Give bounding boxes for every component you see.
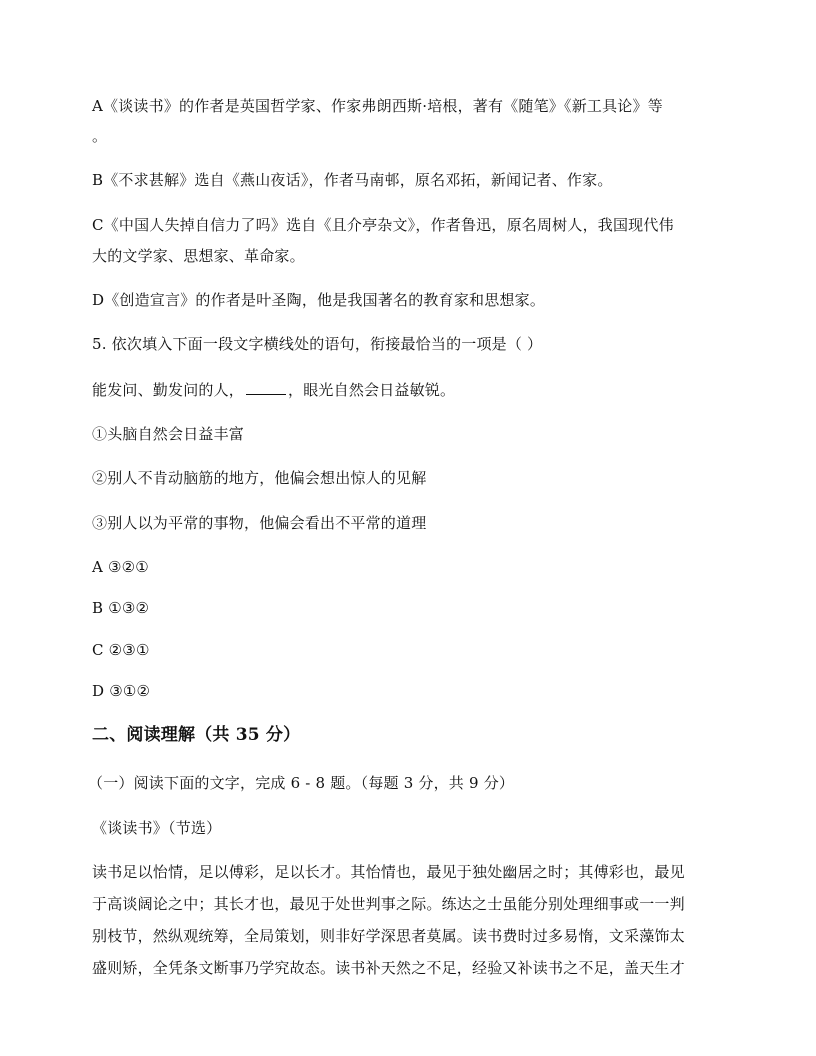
section-2-heading: 二、阅读理解（共 35 分） <box>92 725 301 745</box>
passage-line-3: 别枝节，然纵观统筹，全局策划，则非好学深思者莫属。读书费时过多易惰，文采藻饰太 <box>92 927 685 945</box>
choice-a: A ③②① <box>92 558 149 576</box>
passage-line-4: 盛则矫，全凭条文断事乃学究故态。读书补天然之不足，经验又补读书之不足，盖天生才 <box>92 959 685 977</box>
item-2: ②别人不肯动脑筋的地方，他偏会想出惊人的见解 <box>92 469 427 487</box>
blank-line <box>246 380 286 395</box>
item-3: ③别人以为平常的事物，他偏会看出不平常的道理 <box>92 514 427 532</box>
passage-title: 《谈读书》（节选） <box>92 819 222 837</box>
passage-line-2: 于高谈阔论之中；其长才也，最见于处世判事之际。练达之士虽能分别处理细事或一一判 <box>92 895 685 913</box>
choice-b: B ①③② <box>92 599 150 617</box>
question-5-stem: 5. 依次填入下面一段文字横线处的语句，衔接最恰当的一项是（ ） <box>92 335 543 353</box>
passage-line-1: 读书足以怡情，足以傅彩，足以长才。其怡情也，最见于独处幽居之时；其傅彩也，最见 <box>92 863 685 881</box>
item-1: ①头脑自然会日益丰富 <box>92 425 245 443</box>
option-a-line2: 。 <box>92 127 108 145</box>
option-c-line2: 大的文学家、思想家、革命家。 <box>92 247 305 265</box>
choice-d: D ③①② <box>92 682 151 700</box>
choice-c: C ②③① <box>92 641 150 659</box>
question-5-sentence <box>92 380 455 400</box>
option-b: B《不求甚解》选自《燕山夜话》，作者马南邨，原名邓拓，新闻记者、作家。 <box>92 171 613 189</box>
option-c-line1: C《中国人失掉自信力了吗》选自《且介亭杂文》，作者鲁迅，原名周树人，我国现代伟 <box>92 216 674 234</box>
option-a-line1: A《谈读书》的作者是英国哲学家、作家弗朗西斯·培根，著有《随笔》《新工具论》等 <box>92 97 663 115</box>
sentence-before: 能发问、勤发问的人， <box>92 381 245 399</box>
sentence-after: ，眼光自然会日益敏锐。 <box>288 381 456 399</box>
option-d: D《创造宣言》的作者是叶圣陶，他是我国著名的教育家和思想家。 <box>92 291 546 309</box>
part-1-instruction: （一）阅读下面的文字，完成 6 - 8 题。（每题 3 分，共 9 分） <box>88 774 515 792</box>
